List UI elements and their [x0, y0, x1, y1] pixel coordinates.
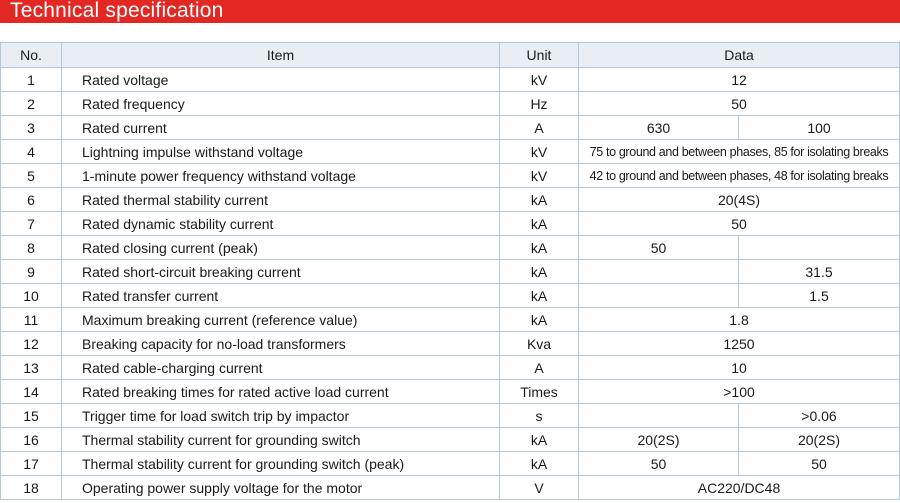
row-number: 8 [1, 236, 62, 260]
row-item: Rated current [62, 116, 500, 140]
row-data: 12 [579, 68, 900, 92]
column-header-unit: Unit [500, 43, 579, 68]
row-data-b: 50 [739, 452, 900, 476]
row-item: Operating power supply voltage for the motor [62, 476, 500, 500]
row-item: Rated short-circuit breaking current [62, 260, 500, 284]
row-number: 5 [1, 164, 62, 188]
row-data: 75 to ground and between phases, 85 for isolating breaks [579, 140, 900, 164]
table-row [1, 260, 900, 284]
column-header-data: Data [579, 43, 900, 68]
row-data-a: 50 [579, 452, 739, 476]
row-item: Trigger time for load switch trip by impactor [62, 404, 500, 428]
row-data: 1.8 [579, 308, 900, 332]
row-item: Rated dynamic stability current [62, 212, 500, 236]
row-data: 10 [579, 356, 900, 380]
table-row [1, 236, 900, 260]
row-data-b: 20(2S) [739, 428, 900, 452]
table-row [1, 212, 900, 236]
row-number: 16 [1, 428, 62, 452]
row-item: Rated frequency [62, 92, 500, 116]
row-data-b: >0.06 [739, 404, 900, 428]
row-data: 1250 [579, 332, 900, 356]
row-number: 1 [1, 68, 62, 92]
row-unit: Kva [500, 332, 579, 356]
row-unit: Times [500, 380, 579, 404]
row-number: 7 [1, 212, 62, 236]
row-data-b: 1.5 [739, 284, 900, 308]
row-item: Thermal stability current for grounding switch [62, 428, 500, 452]
row-data: AC220/DC48 [579, 476, 900, 500]
row-item: Breaking capacity for no-load transformers [62, 332, 500, 356]
row-item: Maximum breaking current (reference value) [62, 308, 500, 332]
table-row [1, 404, 900, 428]
row-unit: A [500, 356, 579, 380]
row-number: 2 [1, 92, 62, 116]
row-item: Lightning impulse withstand voltage [62, 140, 500, 164]
row-number: 12 [1, 332, 62, 356]
row-unit: V [500, 476, 579, 500]
row-number: 14 [1, 380, 62, 404]
row-data-a [579, 284, 739, 308]
table-row [1, 308, 900, 332]
header-row [1, 43, 900, 68]
title-banner [0, 0, 900, 23]
row-data-b: 100 [739, 116, 900, 140]
row-number: 3 [1, 116, 62, 140]
table-row [1, 332, 900, 356]
table-row [1, 476, 900, 500]
row-unit: kA [500, 308, 579, 332]
table-row [1, 68, 900, 92]
row-number: 11 [1, 308, 62, 332]
row-number: 4 [1, 140, 62, 164]
row-item: Rated voltage [62, 68, 500, 92]
row-data-a: 20(2S) [579, 428, 739, 452]
row-item: Rated thermal stability current [62, 188, 500, 212]
page-title: Technical specification [10, 0, 224, 22]
row-unit: kA [500, 188, 579, 212]
row-data-b: 31.5 [739, 260, 900, 284]
row-data: 42 to ground and between phases, 48 for isolating breaks [579, 164, 900, 188]
row-data-a: 630 [579, 116, 739, 140]
row-data-b [739, 236, 900, 260]
row-data-a [579, 404, 739, 428]
row-data: >100 [579, 380, 900, 404]
table-row [1, 428, 900, 452]
row-data: 50 [579, 92, 900, 116]
row-unit: A [500, 116, 579, 140]
row-unit: kV [500, 140, 579, 164]
row-unit: kV [500, 164, 579, 188]
row-number: 6 [1, 188, 62, 212]
table-row [1, 452, 900, 476]
row-unit: Hz [500, 92, 579, 116]
row-number: 17 [1, 452, 62, 476]
row-unit: kA [500, 212, 579, 236]
row-unit: kA [500, 260, 579, 284]
row-unit: kA [500, 452, 579, 476]
specification-table [0, 42, 900, 500]
row-unit: kV [500, 68, 579, 92]
table-row [1, 140, 900, 164]
table-row [1, 356, 900, 380]
row-number: 13 [1, 356, 62, 380]
table-row [1, 380, 900, 404]
row-unit: kA [500, 236, 579, 260]
row-number: 15 [1, 404, 62, 428]
column-header-item: Item [62, 43, 500, 68]
row-unit: s [500, 404, 579, 428]
row-item: Rated transfer current [62, 284, 500, 308]
table-row [1, 116, 900, 140]
row-item: Thermal stability current for grounding switch (peak) [62, 452, 500, 476]
table-row [1, 164, 900, 188]
row-item: Rated closing current (peak) [62, 236, 500, 260]
row-number: 9 [1, 260, 62, 284]
row-number: 18 [1, 476, 62, 500]
row-data: 50 [579, 212, 900, 236]
row-data: 20(4S) [579, 188, 900, 212]
row-unit: kA [500, 284, 579, 308]
row-number: 10 [1, 284, 62, 308]
row-unit: kA [500, 428, 579, 452]
row-data-a: 50 [579, 236, 739, 260]
table-row [1, 284, 900, 308]
column-header-no: No. [1, 43, 62, 68]
table-row [1, 92, 900, 116]
row-item: Rated breaking times for rated active load current [62, 380, 500, 404]
table-row [1, 188, 900, 212]
row-item: Rated cable-charging current [62, 356, 500, 380]
row-item: 1-minute power frequency withstand voltage [62, 164, 500, 188]
row-data-a [579, 260, 739, 284]
